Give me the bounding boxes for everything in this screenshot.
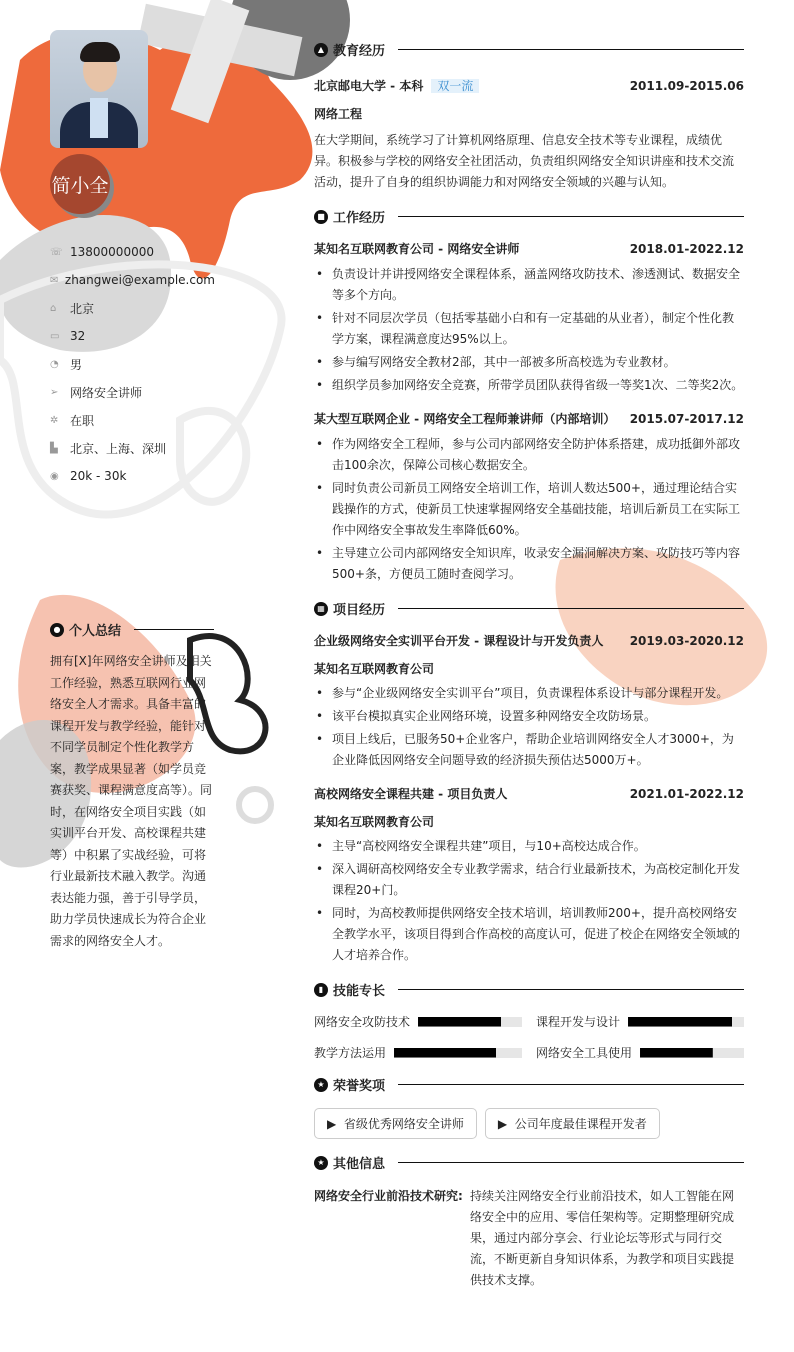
other-value: 持续关注网络安全行业前沿技术，如人工智能在网络安全中的应用、零信任架构等。定期整理研究成果，通过内部分享会、行业论坛等形式与同行交流，不断更新自身知识体系，为教学和项目实践提供技术支撑。 [470,1189,735,1287]
skill-name: 课程开发与设计 [536,1015,621,1029]
projects-heading [314,599,744,618]
info-email [50,266,215,294]
projects-entry-title: 企业级网络安全实训平台开发 - 课程设计与开发负责人 [314,634,604,648]
info-target-cities [50,434,215,462]
info-phone [50,238,215,266]
age-text: 32 [70,329,86,343]
user-icon: ● [50,623,64,637]
bar-chart-icon: ▮ [314,983,328,997]
projects-bullet: • 深入调研高校网络安全专业教学需求，结合行业最新技术，为高校定制化开发课程20+门。 [314,859,744,901]
work-entry-date: 2015.07-2017.12 [629,412,744,426]
work-bullet: • 组织学员参加网络安全竞赛，所带学员团队获得省级一等奖1次、二等奖2次。 [314,375,744,396]
other-item [314,1186,744,1291]
work-heading [314,207,744,226]
info-gender [50,350,215,378]
awards-heading [314,1075,744,1094]
avatar-photo [50,30,148,148]
education-title: 教育经历 [333,44,386,59]
other-section [314,1153,744,1291]
skill-level-bar [628,1017,744,1027]
projects-entry-date: 2019.03-2020.12 [629,634,744,648]
skills-grid [314,1013,744,1061]
work-bullet: • 主导建立公司内部网络安全知识库，收录安全漏洞解决方案、攻防技巧等内容500+条，方便员工随时查阅学习。 [314,543,744,585]
work-entry-header [314,240,744,258]
skills-title: 技能专长 [333,984,386,999]
skill-level-fill [628,1017,732,1027]
work-entry-title: 某知名互联网教育公司 - 网络安全讲师 [314,242,520,256]
skill-level-bar [418,1017,522,1027]
projects-entry-org: 某知名互联网教育公司 [314,815,435,829]
education-date: 2011.09-2015.06 [629,79,744,93]
skill-name: 网络安全攻防技术 [314,1015,411,1029]
skill-name: 网络安全工具使用 [536,1046,633,1060]
education-section [314,40,744,193]
status-text: 在职 [70,413,95,428]
info-age [50,322,215,350]
other-title: 其他信息 [333,1157,386,1172]
skills-heading [314,980,744,999]
gear-icon: ✲ [50,414,59,426]
city-text: 北京 [70,301,95,316]
work-entry-header [314,410,744,428]
work-bullet: • 针对不同层次学员（包括零基础小白和有一定基础的从业者），制定个性化教学方案，课程满意度达95%以上。 [314,308,744,350]
info-city [50,294,215,322]
skill-item [314,1013,522,1030]
school: 北京邮电大学 - 本科 [314,79,424,93]
awards-list [314,1108,744,1139]
graduation-cap-icon: ▲ [314,43,328,57]
summary-heading [50,620,215,639]
phone-icon: ☏ [50,246,63,258]
work-bullet: • 同时负责公司新员工网络安全培训工作，培训人数达500+，通过理论结合实践操作的方式，使新员工快速掌握网络安全基础技能，培训后新员工在实际工作中网络安全事故发生率降低60%。 [314,478,744,541]
awards-title: 荣誉奖项 [333,1079,386,1094]
award-item: ▶ 省级优秀网络安全讲师 [314,1108,477,1139]
education-header [314,77,744,95]
summary-title: 个人总结 [69,624,122,639]
contact-info [50,238,215,490]
projects-title: 项目经历 [333,603,386,618]
school-tag: 双一流 [431,79,479,93]
building-icon: ▙ [50,442,58,454]
email-text: zhangwei@example.com [64,273,215,287]
star-icon: ★ [314,1156,328,1170]
projects-entry-bullets [314,836,744,966]
projects-bullet: • 该平台模拟真实企业网络环境，设置多种网络安全攻防场景。 [314,706,744,727]
work-entry-bullets [314,264,744,396]
work-bullet: • 负责设计并讲授网络安全课程体系，涵盖网络攻防技术、渗透测试、数据安全等多个方向。 [314,264,744,306]
projects-bullet: • 同时，为高校教师提供网络安全技术培训，培训教师200+，提升高校网络安全教学水平，该项目得到合作高校的高度认可，促进了校企在网络安全领域的人才培养合作。 [314,903,744,966]
grid-icon: ▦ [314,602,328,616]
person-icon: ◔ [50,358,59,370]
candidate-name: 简小全 [50,154,110,214]
projects-bullet: • 项目上线后，已服务50+企业客户，帮助企业培训网络安全人才3000+，为企业降低因网络安全问题导致的经济损失预估达5000万+。 [314,729,744,771]
skill-level-fill [418,1017,501,1027]
work-title: 工作经历 [333,211,386,226]
summary-text: 拥有[X]年网络安全讲师及相关工作经验，熟悉互联网行业网络安全人才需求。具备丰富的课程开发与教学经验，能针对不同学员制定个性化教学方案，教学成果显著（如学员竞赛获奖、课程满意度高等）。同时，在网络安全项目实践（如实训平台开发、高校课程共建等）中积累了实战经验，可将行业最新技术融入教学。沟通表达能力强，善于引导学员，助力学员快速成长为符合企业需求的网络安全人才。 [50,654,213,948]
projects-entry-title: 高校网络安全课程共建 - 项目负责人 [314,787,508,801]
projects-entry-date: 2021.01-2022.12 [629,787,744,801]
work-entry-bullets [314,434,744,585]
send-icon: ➢ [50,386,59,398]
projects-bullet: • 参与“企业级网络安全实训平台”项目，负责课程体系设计与部分课程开发。 [314,683,744,704]
home-icon: ⌂ [50,302,57,314]
education-desc: 在大学期间，系统学习了计算机网络原理、信息安全技术等专业课程，成绩优异。积极参与学校的网络安全社团活动，负责组织网络安全知识讲座和技术交流活动，提升了自身的组织协调能力和对网络安全领域的兴趣与认知。 [314,133,735,189]
skill-item [536,1013,744,1030]
awards-section [314,1075,744,1139]
education-heading [314,40,744,59]
briefcase-icon: ■ [314,210,328,224]
info-salary [50,462,215,490]
award-label: 省级优秀网络安全讲师 [343,1117,464,1131]
work-entry-date: 2018.01-2022.12 [629,242,744,256]
skill-level-bar [640,1048,744,1058]
skills-section [314,980,744,1061]
right-column [314,40,744,1305]
award-label: 公司年度最佳课程开发者 [514,1117,647,1131]
work-bullet: • 作为网络安全工程师，参与公司内部网络安全防护体系搭建，成功抵御外部攻击100余次，保障公司核心数据安全。 [314,434,744,476]
mail-icon: ✉ [50,274,59,286]
work-bullet: • 参与编写网络安全教材2部，其中一部被多所高校选为专业教材。 [314,352,744,373]
trophy-icon: ★ [314,1078,328,1092]
skill-level-fill [394,1048,496,1058]
projects-section [314,599,744,966]
phone-text: 13800000000 [70,245,154,259]
skill-name: 教学方法运用 [314,1046,387,1060]
skill-item [314,1044,522,1061]
other-heading [314,1153,744,1172]
skill-level-bar [394,1048,522,1058]
skill-item [536,1044,744,1061]
salary-text: 20k - 30k [70,469,127,483]
projects-entry-bullets [314,683,744,771]
target-cities-text: 北京、上海、深圳 [70,441,167,456]
cake-icon: ▭ [50,330,60,342]
major: 网络工程 [314,107,363,121]
award-item: ▶ 公司年度最佳课程开发者 [485,1108,660,1139]
work-section [314,207,744,585]
left-column [50,30,215,952]
info-position [50,378,215,406]
coin-icon: ◉ [50,470,59,482]
skill-level-fill [640,1048,713,1058]
position-text: 网络安全讲师 [70,385,143,400]
projects-bullet: • 主导“高校网络安全课程共建”项目，与10+高校达成合作。 [314,836,744,857]
projects-entry-org: 某知名互联网教育公司 [314,662,435,676]
info-status [50,406,215,434]
projects-entry-header [314,785,744,803]
other-key: 网络安全行业前沿技术研究: [314,1189,463,1203]
projects-entry-header [314,632,744,650]
work-entry-title: 某大型互联网企业 - 网络安全工程师兼讲师（内部培训） [314,412,616,426]
gender-text: 男 [70,357,83,372]
